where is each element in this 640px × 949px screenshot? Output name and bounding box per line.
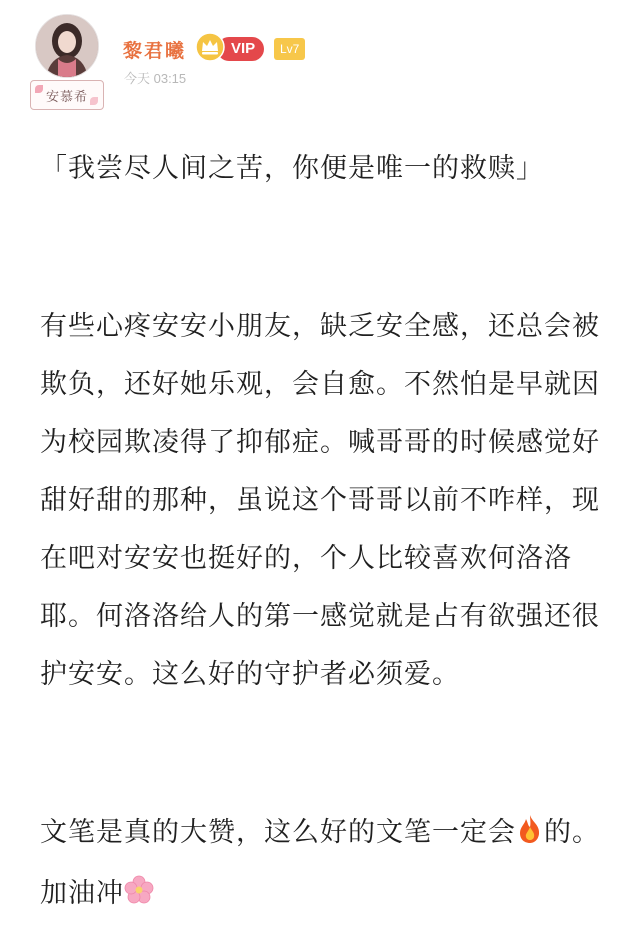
avatar-pendant <box>30 80 104 110</box>
closing-paragraph <box>40 804 600 926</box>
cherry-blossom-icon <box>124 868 154 926</box>
post-content <box>40 138 600 926</box>
avatar-photo-icon <box>36 15 98 77</box>
quote-line: 「我尝尽人间之苦，你便是唯一的救赎」 <box>40 153 544 184</box>
comment-paragraph: 有些心疼安安小朋友，缺乏安全感，还总会被欺负，还好她乐观，会自愈。不然怕是早就因为校园欺凌得了抑郁症。喊哥哥的时候感觉好甜好甜的那种，虽说这个哥哥以前不咋样，现在吧对安安也挺好的，个人比较喜欢何洛洛耶。何洛洛给人的第一感觉就是占有欲强还很护安安。这么好的守护者必须爱。 <box>40 311 600 690</box>
petal-icon <box>35 85 43 93</box>
author-name[interactable]: 黎君曦 <box>123 40 187 62</box>
petal-icon <box>90 97 98 105</box>
pendant-text: 安慕希 <box>45 89 88 105</box>
post-header <box>0 0 640 120</box>
level-badge: Lv7 <box>274 38 305 60</box>
crown-icon <box>195 32 225 62</box>
avatar-with-pendant[interactable] <box>30 14 102 110</box>
fire-icon <box>516 807 544 865</box>
closing-text-end: 的。加油冲 <box>40 817 600 909</box>
avatar[interactable] <box>35 14 99 78</box>
closing-text-start: 文笔是真的大赞，这么好的文笔一定会 <box>40 817 516 848</box>
post-time: 今天 03:15 <box>124 71 187 86</box>
vip-badge[interactable]: VIP <box>217 37 264 61</box>
